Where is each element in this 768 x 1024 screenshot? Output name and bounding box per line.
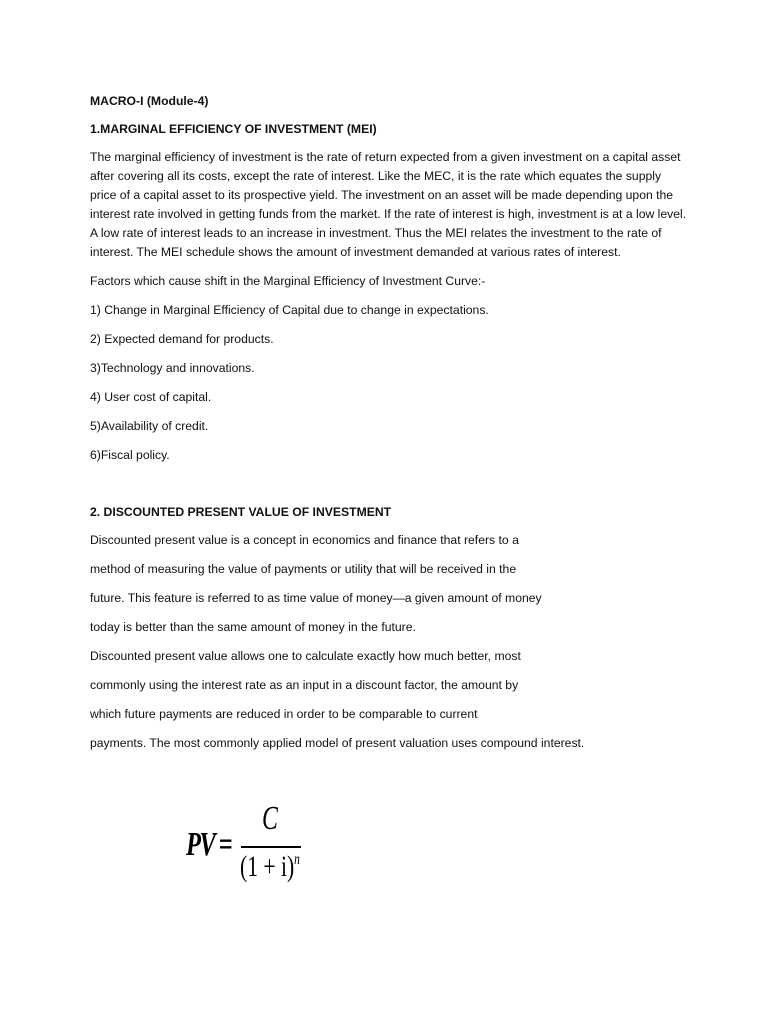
section2-line: Discounted present value is a concept in economics and finance that refers to a [90, 533, 519, 547]
formula-denominator [240, 850, 300, 884]
factor-item: 1) Change in Marginal Efficiency of Capital due to change in expectations. [90, 303, 489, 317]
section2-line: future. This feature is referred to as time value of money—a given amount of money [90, 591, 542, 605]
formula-numerator: C [262, 800, 278, 837]
section2-line: Discounted present value allows one to calculate exactly how much better, most [90, 649, 521, 663]
factor-item: 3)Technology and innovations. [90, 361, 255, 375]
formula-fraction-bar [241, 846, 301, 848]
factor-item: 5)Availability of credit. [90, 419, 209, 433]
section-spacer [90, 475, 690, 503]
factor-item: 4) User cost of capital. [90, 390, 212, 404]
present-value-formula [186, 800, 326, 886]
factor-item: 6)Fiscal policy. [90, 448, 170, 462]
section2-line: payments. The most commonly applied model of present valuation uses compound interest. [90, 736, 585, 750]
section1-heading: 1.MARGINAL EFFICIENCY OF INVESTMENT (MEI) [90, 122, 377, 136]
section2-line: method of measuring the value of payments or utility that will be received in the [90, 562, 517, 576]
formula-exponent: n [294, 851, 300, 868]
section2-line: which future payments are reduced in order to be comparable to current [90, 707, 478, 721]
formula-lhs: PV = [186, 826, 232, 863]
section1-paragraph: The marginal efficiency of investment is the rate of return expected from a given investment on a capital asset after covering all its costs, except the rate of interest. Like the MEC, it is the rate which equates the supply price of a capital asset to its prospective yield. The investment on an asset will be made depending upon the interest rate involved in getting funds from the market. If the rate of interest is high, investment is at a low level. A low rate of interest leads to an increase in investment. Thus the MEI relates the investment to the rate of interest. The MEI schedule shows the amount of investment demanded at various rates of interest. [90, 150, 687, 259]
section2-heading: 2. DISCOUNTED PRESENT VALUE OF INVESTMENT [90, 505, 392, 519]
document-title: MACRO-I (Module-4) [90, 94, 209, 108]
formula-denominator-base: (1 + i) [240, 850, 295, 883]
factors-intro: Factors which cause shift in the Marginal Efficiency of Investment Curve:- [90, 274, 486, 288]
section2-line: commonly using the interest rate as an input in a discount factor, the amount by [90, 678, 519, 692]
factor-item: 2) Expected demand for products. [90, 332, 274, 346]
document-body [90, 92, 690, 763]
section2-line: today is better than the same amount of money in the future. [90, 620, 416, 634]
